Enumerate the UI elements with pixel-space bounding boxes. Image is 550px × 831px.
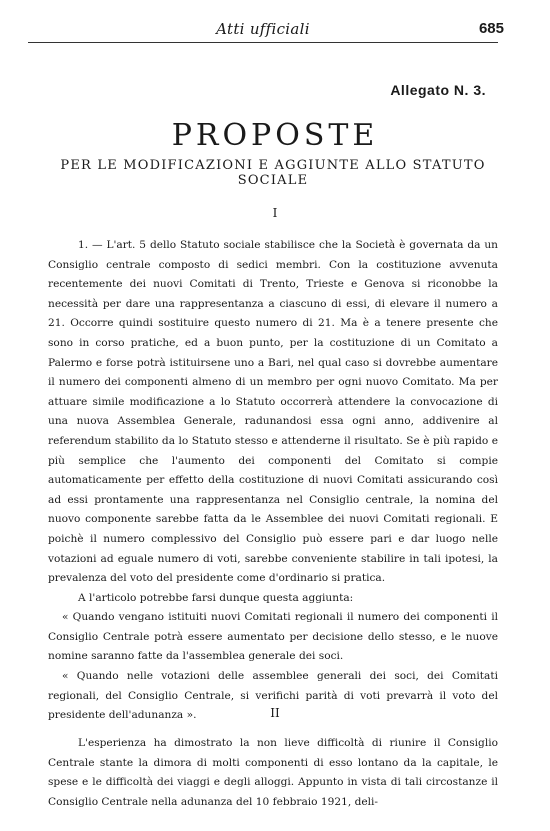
attachment-label: Allegato N. 3.: [390, 82, 486, 98]
section-number-1: I: [272, 206, 278, 220]
section-2-body: [48, 734, 498, 812]
quoted-paragraph: « Quando vengano istituiti nuovi Comitati regionali il numero dei componenti il Consiglio Centrale potrà essere aumentato per decisione dello stesso, e le nuove nomine saranno fatte da l'assemblea generale dei soci.: [48, 611, 498, 663]
section-1-body: [48, 236, 498, 726]
paragraph: L'esperienza ha dimostrato la non lieve difficoltà di riunire il Consiglio Centrale stante la dimora di molti componenti di esso lontano da la capitale, le spese e le difficoltà dei viaggi e degli alloggi. Appunto in vista di tali circostanze il Consiglio Centrale nella adunanza del 10 febbraio 1921, deli-: [48, 737, 498, 808]
paragraph: A l'articolo potrebbe farsi dunque questa aggiunta:: [78, 591, 354, 604]
paragraph: 1. — L'art. 5 dello Statuto sociale stabilisce che la Società è governata da un Consiglio centrale composto di sedici membri. Con la costituzione avvenuta recentemente dei nuovi Comitati di Trento, Trieste e Genova si riconobbe la necessità per dare una rappresentanza a ciascuno di essi, di elevare il numero a 21. Occorre quindi sostituire questo numero di 21. Ma è a tenere presente che sono in corso pratiche, ed a buon punto, per la costituzione di un Comitato a Palermo e forse potrà istituirsene uno a Bari, nel qual caso si dovrebbe aumentare il numero dei componenti almeno di un membro per ogni nuovo Comitato. Ma per attuare simile modificazione a lo Statuto occorrerà attendere la convocazione di una nuova Assemblea Generale, radunandosi essa ogni anno, addivenire al referendum stabilito da lo Statuto stesso e attenderne il risultato. Se è più rapido e più semplice che l'aumento dei componenti del Comitato si compie automaticamente per effetto della costituzione di nuovi Comitati assicurando così ad essi prontamente una rappresentanza nel Consiglio centrale, la nomina del nuovo componente sarebbe fatta da le Assemblee dei nuovi Comitati regionali. E poichè il numero complessivo del Consiglio può essere pari e dar luogo nelle votazioni ad eguale numero di voti, sarebbe conveniente stabilire in tali ipotesi, la prevalenza del voto del presidente come d'ordinario si pratica.: [48, 239, 498, 585]
page-number: 685: [478, 20, 504, 37]
quoted-paragraph: « Quando nelle votazioni delle assemblee generali dei soci, dei Comitati regionali, del Consiglio Centrale, si verifichi parità di voti prevarrà il voto del presidente dell'adunanza ».: [48, 670, 498, 722]
header-title: Atti ufficiali: [216, 20, 310, 38]
running-header: [28, 16, 504, 43]
document-subtitle: PER LE MODIFICAZIONI E AGGIUNTE ALLO STATUTO SOCIALE: [60, 158, 486, 188]
document-title: PROPOSTE: [171, 118, 379, 153]
section-number-2: II: [270, 706, 280, 720]
